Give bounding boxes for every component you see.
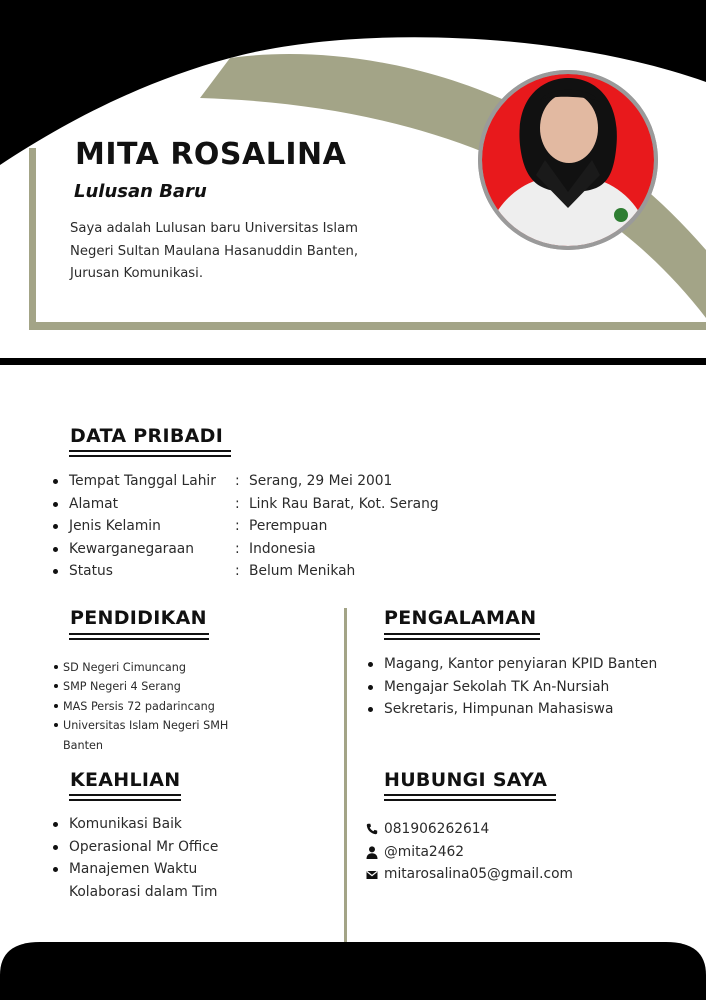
bullet-icon — [54, 704, 58, 708]
field-value: Perempuan — [249, 518, 328, 534]
list-item: Tempat Tanggal Lahir : Serang, 29 Mei 2001 — [69, 470, 439, 493]
list-item: SD Negeri Cimuncang — [63, 658, 233, 677]
field-label: Tempat Tanggal Lahir — [69, 473, 216, 489]
list-item: Mengajar Sekolah TK An-Nursiah — [384, 676, 657, 699]
bottom-black-band — [0, 942, 706, 1000]
bullet-icon — [53, 502, 58, 507]
candidate-subtitle: Lulusan Baru — [74, 181, 207, 202]
field-value: Indonesia — [249, 540, 316, 557]
list-item: Manajemen Waktu — [69, 858, 218, 881]
bullet-icon — [54, 665, 58, 669]
section-underline — [69, 794, 181, 801]
bullet-icon — [53, 524, 58, 529]
bullet-icon — [53, 479, 58, 484]
list-item: SMP Negeri 4 Serang — [63, 677, 233, 696]
field-value: Serang, 29 Mei 2001 — [249, 473, 393, 489]
bullet-icon — [53, 569, 58, 574]
list-item: Operasional Mr Office — [69, 836, 218, 859]
list-item: Status : Belum Menikah — [69, 560, 439, 583]
bullet-icon — [53, 845, 58, 850]
header-frame-bottom — [29, 322, 706, 330]
bullet-icon — [368, 662, 373, 667]
phone-number: 081906262614 — [384, 821, 490, 837]
section-underline — [69, 450, 231, 457]
skills-list — [69, 813, 218, 903]
bullet-icon — [368, 685, 373, 690]
field-label: Kewarganegaraan — [69, 540, 195, 557]
summary-line: Jurusan Komunikasi. — [70, 266, 204, 281]
list-item: Sekretaris, Himpunan Mahasiswa — [384, 698, 657, 721]
list-item: Magang, Kantor penyiaran KPID Banten — [384, 653, 657, 676]
section-underline — [384, 794, 556, 801]
list-item: MAS Persis 72 padarincang — [63, 697, 233, 716]
summary-line: Saya adalah Lulusan baru Universitas Islam — [70, 221, 358, 236]
candidate-name: MITA ROSALINA — [75, 137, 347, 172]
field-value: Link Rau Barat, Kot. Serang — [249, 495, 439, 512]
experience-list — [384, 653, 657, 721]
phone-icon — [366, 823, 378, 835]
email-address: mitarosalina05@gmail.com — [384, 866, 573, 882]
summary-line: Negeri Sultan Maulana Hasanuddin Banten, — [70, 243, 359, 259]
field-label: Jenis Kelamin — [69, 518, 161, 534]
bullet-icon — [53, 547, 58, 552]
section-title-experience: PENGALAMAN — [384, 607, 537, 629]
section-underline — [69, 633, 209, 640]
list-item: Komunikasi Baik — [69, 813, 218, 836]
header-frame-left — [29, 148, 36, 322]
mail-icon — [366, 870, 378, 880]
bullet-icon — [53, 822, 58, 827]
list-item: Jenis Kelamin : Perempuan — [69, 515, 439, 538]
bullet-icon — [53, 867, 58, 872]
section-title-education: PENDIDIKAN — [70, 607, 207, 629]
social-handle: @mita2462 — [384, 844, 465, 860]
black-divider — [0, 358, 706, 365]
education-list — [63, 658, 233, 755]
personal-data-list — [69, 470, 439, 583]
summary — [70, 218, 410, 286]
section-title-skills: KEAHLIAN — [70, 769, 181, 791]
list-item: Kewarganegaraan : Indonesia — [69, 538, 439, 561]
field-label: Alamat — [69, 495, 119, 512]
field-label: Status — [69, 563, 113, 579]
section-title-personal: DATA PRIBADI — [70, 425, 224, 447]
list-item: Kolaborasi dalam Tim — [69, 883, 218, 900]
user-icon — [366, 846, 378, 859]
section-underline — [384, 633, 540, 640]
section-title-contact: HUBUNGI SAYA — [384, 769, 548, 791]
list-item: Universitas Islam Negeri SMH Banten — [63, 716, 233, 755]
list-item: Alamat : Link Rau Barat, Kot. Serang — [69, 493, 439, 516]
field-value: Belum Menikah — [249, 563, 356, 579]
column-divider — [344, 608, 347, 948]
bullet-icon — [368, 707, 373, 712]
